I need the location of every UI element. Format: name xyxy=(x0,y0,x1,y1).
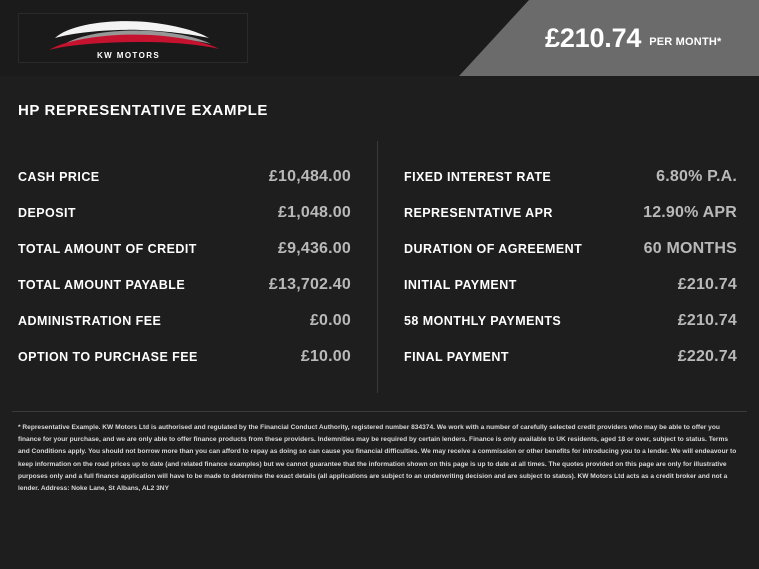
table-row xyxy=(404,231,737,267)
row-value: 12.90% APR xyxy=(643,204,737,221)
row-label: TOTAL AMOUNT PAYABLE xyxy=(18,278,186,292)
page-header xyxy=(0,0,759,76)
dealer-logo xyxy=(18,13,248,63)
table-row xyxy=(18,339,351,375)
table-row xyxy=(404,267,737,303)
row-label: OPTION TO PURCHASE FEE xyxy=(18,350,198,364)
row-label: CASH PRICE xyxy=(18,170,100,184)
row-value: £1,048.00 xyxy=(278,204,351,221)
table-row xyxy=(404,339,737,375)
row-label: DURATION OF AGREEMENT xyxy=(404,242,583,256)
row-label: FINAL PAYMENT xyxy=(404,350,509,364)
row-label: FIXED INTEREST RATE xyxy=(404,170,552,184)
row-value: 6.80% P.A. xyxy=(656,168,737,185)
row-label: 58 MONTHLY PAYMENTS xyxy=(404,314,562,328)
page-title: HP REPRESENTATIVE EXAMPLE xyxy=(18,102,269,119)
row-value: £10,484.00 xyxy=(268,168,351,185)
row-value: £0.00 xyxy=(309,312,351,329)
finance-panel-right xyxy=(378,141,741,393)
monthly-price-period: PER MONTH* xyxy=(649,35,722,48)
row-value: £10.00 xyxy=(300,348,351,365)
table-row xyxy=(18,159,351,195)
row-value: 60 MONTHS xyxy=(643,240,737,257)
table-row xyxy=(18,303,351,339)
table-row xyxy=(404,195,737,231)
row-label: ADMINISTRATION FEE xyxy=(18,314,162,328)
row-value: £210.74 xyxy=(677,276,737,293)
table-row xyxy=(18,195,351,231)
table-row xyxy=(404,303,737,339)
row-value: £9,436.00 xyxy=(278,240,351,257)
logo-text: KW MOTORS xyxy=(97,51,161,60)
legal-disclaimer: * Representative Example. KW Motors Ltd is authorised and regulated by the Financial Conduct Authority, registered number 834374. We work with a number of carefully selected credit providers who may be able to offer you finance for your purchase, and we are only able to offer finance products from these providers. Indemnities may be required by certain lenders. Finance is only available to UK residents, aged 18 or over, subject to status. Terms and Conditions apply. You should not borrow more than you can afford to repay as doing so can cause you financial difficulties. We may receive a commission or other benefits for introducing you to a lender. We will endeavour to keep information on the road prices up to date (and related finance examples) but we cannot guarantee that the information shown on this page is up to date at all times. The quotes provided on this page are only for illustrative purposes only and a full finance application will have to be made to determine the exact details (all applications are subject to an underwriting decision and are subject to status). KW Motors Ltd acts as a credit broker and not a lender. Address: Noke Lane, St Albans, AL2 3NY xyxy=(12,411,747,495)
table-row xyxy=(404,159,737,195)
row-label: TOTAL AMOUNT OF CREDIT xyxy=(18,242,197,256)
table-row xyxy=(18,231,351,267)
table-row xyxy=(18,267,351,303)
row-value: £13,702.40 xyxy=(268,276,351,293)
row-label: REPRESENTATIVE APR xyxy=(404,206,553,220)
finance-panel-left xyxy=(18,141,378,393)
finance-details-panels xyxy=(0,119,759,393)
row-value: £210.74 xyxy=(677,312,737,329)
row-value: £220.74 xyxy=(677,348,737,365)
monthly-price-block xyxy=(459,0,759,76)
monthly-price-amount: £210.74 xyxy=(545,22,642,53)
row-label: DEPOSIT xyxy=(18,206,77,220)
row-label: INITIAL PAYMENT xyxy=(404,278,517,292)
car-silhouette-icon xyxy=(19,14,247,62)
